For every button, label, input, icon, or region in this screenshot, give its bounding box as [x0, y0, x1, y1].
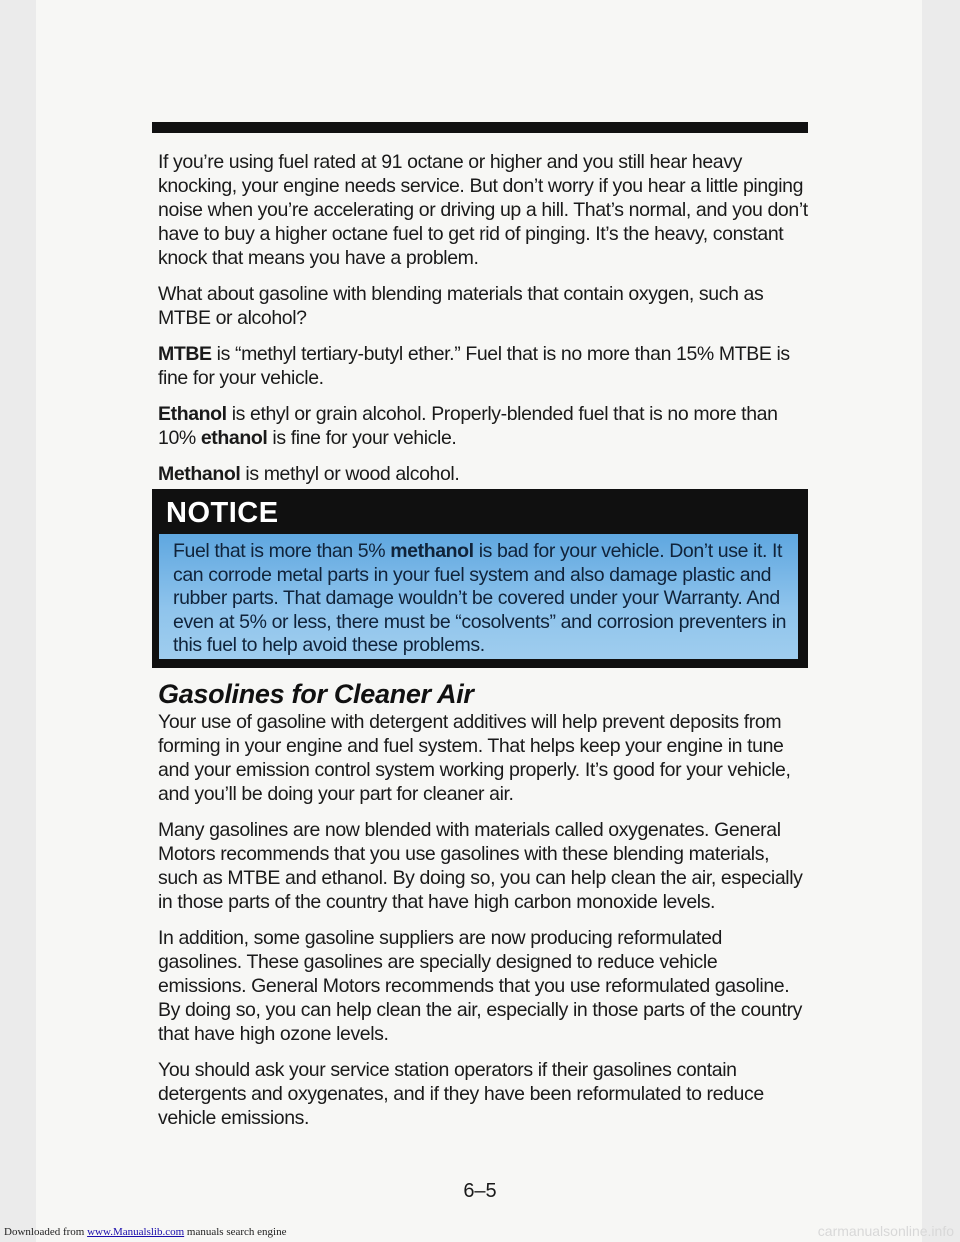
footer-suffix: manuals search engine	[184, 1226, 287, 1238]
methanol-text: is methyl or wood alcohol.	[240, 463, 460, 485]
download-footer	[4, 1226, 286, 1238]
blending-question-paragraph: What about gasoline with blending materials that contain oxygen, such as MTBE or alcohol?	[158, 283, 764, 329]
notice-text	[173, 540, 795, 658]
detergent-paragraph: Your use of gasoline with detergent additives will help prevent deposits from forming in your engine and fuel system. That helps keep your engine in tune and your emission control system working properly. It’s good for your vehicle, and you’ll be doing your part for cleaner air.	[158, 711, 791, 805]
notice-methanol-term: methanol	[390, 540, 474, 562]
notice-body	[159, 534, 798, 659]
mtbe-paragraph	[158, 342, 808, 390]
watermark: carmanualsonline.info	[817, 1223, 954, 1239]
top-rule	[152, 122, 808, 133]
mtbe-text: is “methyl tertiary-butyl ether.” Fuel that is no more than 15% MTBE is fine for your vehicle.	[158, 343, 790, 389]
ethanol-text-2: is fine for your vehicle.	[267, 427, 457, 449]
footer-prefix: Downloaded from	[4, 1226, 88, 1238]
cleaner-air-text-block	[158, 710, 808, 1142]
ask-operators-paragraph: You should ask your service station operators if their gasolines contain detergents and oxygenates, and if they have been reformulated to reduce vehicle emissions.	[158, 1059, 764, 1129]
methanol-paragraph	[158, 462, 808, 486]
manualslib-link[interactable]: www.Manualslib.com	[87, 1226, 185, 1238]
mtbe-term: MTBE	[158, 343, 212, 365]
ethanol-term: Ethanol	[158, 403, 227, 425]
ethanol-text-1: is ethyl or grain alcohol. Properly-blended fuel that is no more than 10%	[158, 403, 778, 449]
ethanol-paragraph	[158, 402, 808, 450]
page-number: 6–5	[463, 1180, 497, 1202]
fuel-text-block	[158, 150, 808, 498]
methanol-term: Methanol	[158, 463, 241, 485]
ethanol-term-2: ethanol	[200, 427, 268, 449]
oxygenates-paragraph: Many gasolines are now blended with materials called oxygenates. General Motors recommends that you use gasolines with these blending materials, such as MTBE and ethanol. By doing so, you can help clean the air, especially in those parts of the country that have high carbon monoxide levels.	[158, 819, 803, 913]
notice-box	[152, 489, 808, 668]
section-heading: Gasolines for Cleaner Air	[158, 679, 474, 709]
reformulated-paragraph: In addition, some gasoline suppliers are now producing reformulated gasolines. These gasolines are specially designed to reduce vehicle emissions. General Motors recommends that you use reformulated gasoline. By doing so, you can help clean the air, especially in those parts of the country that have high ozone levels.	[158, 927, 803, 1045]
notice-title: NOTICE	[166, 497, 279, 529]
notice-text-1: Fuel that is more than 5%	[173, 540, 391, 562]
notice-text-2: is bad for your vehicle. Don’t use it. It can corrode metal parts in your fuel system and also damage plastic and rubber parts. That damage wouldn’t be covered under your Warranty. And even at 5% or less, there must be “cosolvents” and corrosion preventers in this fuel to help avoid these problems.	[173, 540, 787, 656]
knocking-paragraph: If you’re using fuel rated at 91 octane or higher and you still hear heavy knocking, your engine needs service. But don’t worry if you hear a little pinging noise when you’re accelerating or driving up a hill. That’s normal, and you don’t have to buy a higher octane fuel to get rid of pinging. It’s the heavy, constant knock that means you have a problem.	[158, 151, 808, 269]
